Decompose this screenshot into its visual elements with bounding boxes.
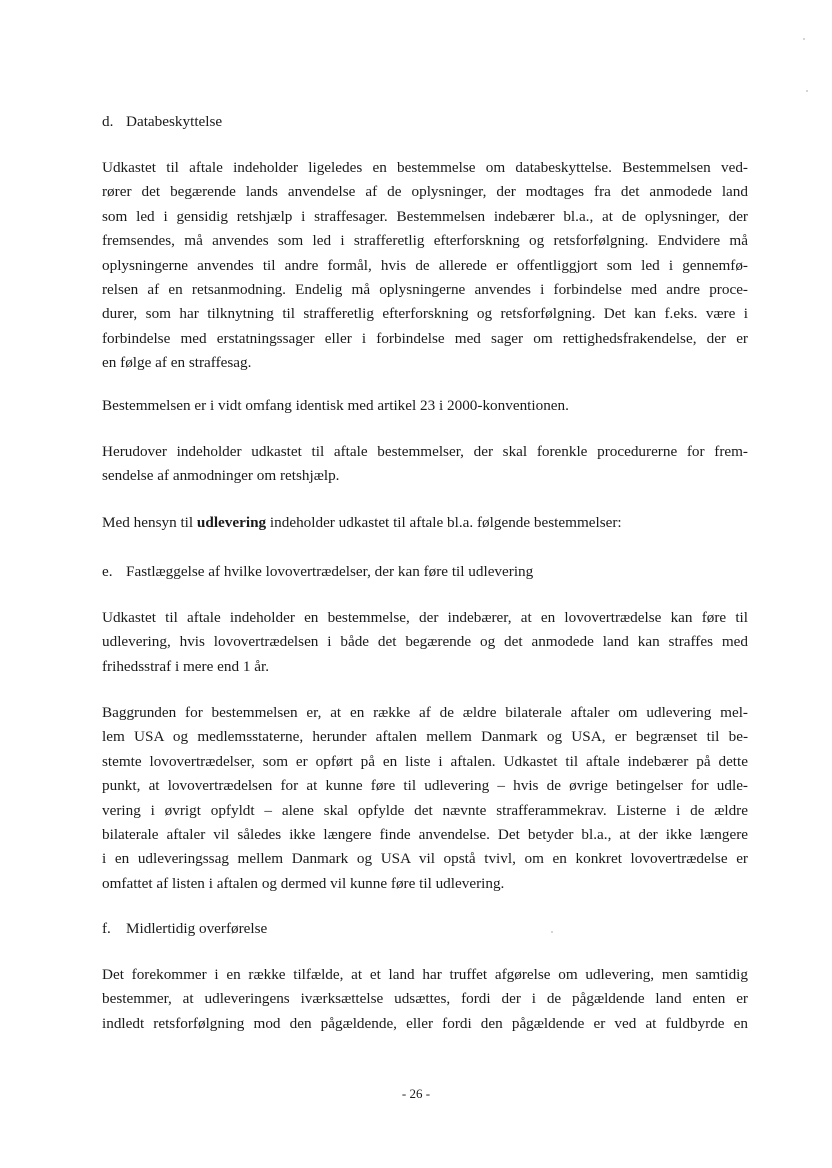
text-line: stemte lovovertrædelser, som er opført på en liste i aftalen. Udkastet til aftale indebærer på dette: [102, 752, 748, 770]
text-line: bilaterale aftaler vil således ikke længere finde anvendelse. Det betyder bl.a., at der ikke længere: [102, 826, 748, 844]
text-line: durer, som har tilknytning til strafferetlig efterforskning og retsforfølgning. Det kan f.eks. være i: [102, 305, 748, 323]
paragraph-herudover: [102, 440, 748, 489]
text-line: oplysningerne anvendes til andre formål, hvis de allerede er offentliggjort som led i gennemfø-: [102, 256, 748, 274]
text-line: som led i gensidig retshjælp i straffesager. Bestemmelsen indebærer bl.a., at de oplysninger, der: [102, 207, 748, 225]
text-line: frihedsstraf i mere end 1 år.: [102, 657, 269, 675]
paragraph-udlevering-intro: [102, 511, 748, 535]
intro-text-before: Med hensyn til: [102, 514, 197, 531]
text-line: i en udleveringssag mellem Danmark og USA vil opstå tvivl, om en konkret lovovertrædelse er: [102, 850, 748, 868]
paragraph-midlertidig: [102, 963, 748, 1036]
scan-speck: [551, 931, 553, 933]
text-line: bestemmer, at udleveringens iværksættelse udsættes, fordi der i de pågældende land enten er: [102, 990, 748, 1008]
text-line: Herudover indeholder udkastet til aftale bestemmelser, der skal forenkle procedurerne for frem-: [102, 443, 748, 460]
text-line: Baggrunden for bestemmelsen er, at en række af de ældre bilaterale aftaler om udlevering mel-: [102, 704, 748, 721]
text-line: indledt retsforfølgning mod den pågældende, eller fordi den pågældende er ved at fuldbyrde en: [102, 1014, 748, 1032]
paragraph-fastlaeggelse: [102, 606, 748, 679]
section-title: Fastlæggelse af hvilke lovovertrædelser, der kan føre til udlevering: [126, 563, 534, 580]
section-title: Midlertidig overførelse: [126, 920, 268, 937]
text-line: relsen af en retsanmodning. Endelig må oplysningerne anvendes i forbindelse med andre proce-: [102, 281, 748, 299]
text-line: en følge af en straffesag.: [102, 354, 252, 372]
text-line: vering i øvrigt opfyldt – alene skal opfylde det nævnte strafferammekrav. Listerne i de ældre: [102, 801, 748, 819]
section-heading-f: [102, 917, 748, 941]
text-line: Udkastet til aftale indeholder en bestemmelse, der indebærer, at en lovovertrædelse kan føre til: [102, 609, 748, 626]
text-line: rører det begærende lands anvendelse af de oplysninger, der modtages fra det anmodede land: [102, 183, 748, 201]
section-letter: d.: [102, 113, 114, 130]
text-line: Det forekommer i en række tilfælde, at et land har truffet afgørelse om udlevering, men samtidig: [102, 966, 748, 983]
scan-speck: [806, 90, 808, 92]
text-line: Bestemmelsen er i vidt omfang identisk med artikel 23 i 2000-konventionen.: [102, 397, 569, 414]
section-heading-e: [102, 560, 748, 584]
text-line: udlevering, hvis lovovertrædelsen i både det begærende og det anmodede land kan straffes med: [102, 633, 748, 651]
text-line: forbindelse med erstatningssager eller i forbindelse med sager om rettighedsfrakendelse, der er: [102, 329, 748, 347]
page-number: - 26 -: [401, 1086, 431, 1101]
section-heading-d: [102, 110, 748, 134]
section-letter: f.: [102, 920, 111, 937]
paragraph-baggrunden: [102, 701, 748, 896]
section-letter: e.: [102, 563, 113, 580]
paragraph-identisk: [102, 394, 748, 418]
paragraph-databeskyttelse: [102, 156, 748, 376]
text-line: Udkastet til aftale indeholder ligeledes en bestemmelse om databeskyttelse. Bestemmelsen ved-: [102, 159, 748, 176]
text-line: fremsendes, må anvendes som led i strafferetlig efterforskning og retsforfølgning. Endvidere må: [102, 232, 748, 250]
intro-text-after: indeholder udkastet til aftale bl.a. følgende bestemmelser:: [266, 514, 622, 531]
scan-speck: [803, 38, 805, 40]
text-line: punkt, at lovovertrædelsen for at kunne føre til udlevering – hvis de øvrige betingelser for udle-: [102, 777, 748, 795]
intro-bold-term: udlevering: [196, 514, 267, 531]
section-title: Databeskyttelse: [126, 113, 223, 130]
text-line: sendelse af anmodninger om retshjælp.: [102, 467, 340, 485]
text-line: omfattet af listen i aftalen og dermed vil kunne føre til udlevering.: [102, 874, 505, 892]
text-line: lem USA og medlemsstaterne, herunder aftalen mellem Danmark og USA, er begrænset til be-: [102, 728, 748, 746]
